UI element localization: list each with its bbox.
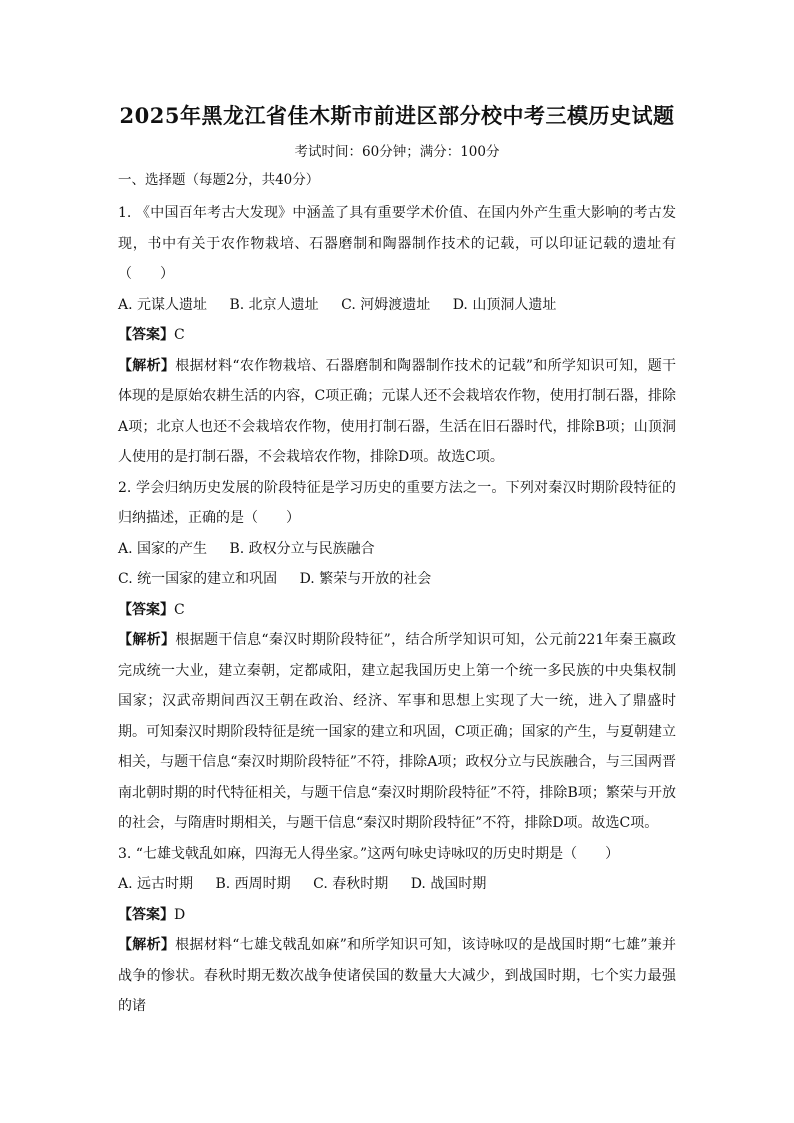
answer-line — [118, 320, 676, 351]
question-3 — [118, 839, 676, 1022]
section-heading: 一、选择题（每题2分，共40分） — [118, 172, 320, 188]
option-d: D. 山顶洞人遗址 — [452, 296, 557, 313]
explanation-text: 根据题干信息“秦汉时期阶段特征”，结合所学知识可知，公元前221年秦王嬴政完成统一大业，建立秦朝，定都咸阳，建立起我国历史上第一个统一多民族的中央集权制国家；汉武帝期间西汉王朝在政治、经济、军事和思想上实现了大一统，进入了鼎盛时期。可知秦汉时期阶段特征是统一国家的建立和巩固，C项正确；国家的产生，与夏朝建立相关，与题干信息“秦汉时期阶段特征”不符，排除A项；政权分立与民族融合，与三国两晋南北朝时期的时代特征相关，与题干信息“秦汉时期阶段特征”不符，排除B项；繁荣与开放的社会，与隋唐时期相关，与题干信息“秦汉时期阶段特征”不符，排除D项。故选C项。 — [118, 632, 676, 831]
explanation-tag: 【解析】 — [118, 937, 176, 953]
answer-line — [118, 595, 676, 626]
answer-line — [118, 900, 676, 931]
options-line — [118, 564, 676, 595]
option-a: A. 国家的产生 — [118, 540, 208, 557]
option-c: C. 统一国家的建立和巩固 — [118, 571, 278, 587]
options-line — [118, 290, 676, 321]
explanation-text: 根据材料“农作物栽培、石器磨制和陶器制作技术的记载”和所学知识可知，题干体现的是原始农耕生活的内容，C项正确；元谋人还不会栽培农作物，使用打制石器，排除A项；北京人也还不会栽培农作物，使用打制石器，生活在旧石器时代，排除B项；山顶洞人使用的是打制石器，不会栽培农作物，排除D项。故选C项。 — [118, 357, 677, 465]
explanation-text: 根据材料“七雄戈戟乱如麻”和所学知识可知，该诗咏叹的是战国时期“七雄”兼并战争的惨状。春秋时期无数次战争使诸侯国的数量大大减少，到战国时期，七个实力最强的诸 — [118, 937, 676, 1014]
option-b: B. 政权分立与民族融合 — [229, 540, 375, 557]
option-c: C. 春秋时期 — [313, 876, 389, 892]
option-d: D. 战国时期 — [410, 876, 487, 892]
explanation-tag: 【解析】 — [118, 632, 176, 648]
answer-value: C — [174, 601, 185, 618]
option-a: A. 远古时期 — [118, 876, 194, 892]
option-a: A. 元谋人遗址 — [118, 296, 208, 313]
option-b: B. 西周时期 — [215, 876, 291, 892]
explanation-tag: 【解析】 — [118, 357, 176, 374]
answer-tag: 【答案】 — [118, 327, 174, 343]
answer-value: C — [174, 327, 185, 343]
answer-value: D — [174, 906, 186, 923]
option-d: D. 繁荣与开放的社会 — [299, 571, 432, 587]
options-line — [118, 534, 676, 565]
explanation — [118, 930, 676, 1022]
question-1 — [118, 198, 676, 473]
option-c: C. 河姆渡遗址 — [341, 296, 431, 313]
explanation — [118, 351, 676, 473]
options-line — [118, 869, 676, 900]
answer-tag: 【答案】 — [118, 906, 174, 923]
explanation — [118, 625, 676, 839]
question-stem: 1. 《中国百年考古大发现》中涵盖了具有重要学术价值、在国内外产生重大影响的考古发现，书中有关于农作物栽培、石器磨制和陶器制作技术的记载，可以印证记载的遗址有（ ） — [118, 205, 676, 282]
question-2 — [118, 473, 676, 839]
answer-tag: 【答案】 — [118, 601, 174, 618]
option-b: B. 北京人遗址 — [229, 296, 319, 313]
question-stem: 2. 学会归纳历史发展的阶段特征是学习历史的重要方法之一。下列对秦汉时期阶段特征的归纳描述，正确的是（ ） — [118, 479, 676, 526]
page-title: 2025年黑龙江省佳木斯市前进区部分校中考三模历史试题 — [119, 103, 675, 128]
question-stem: 3. “七雄戈戟乱如麻，四海无人得坐家。”这两句咏史诗咏叹的历史时期是（ ） — [118, 845, 620, 862]
exam-info: 考试时间：60分钟；满分：100分 — [294, 144, 500, 160]
